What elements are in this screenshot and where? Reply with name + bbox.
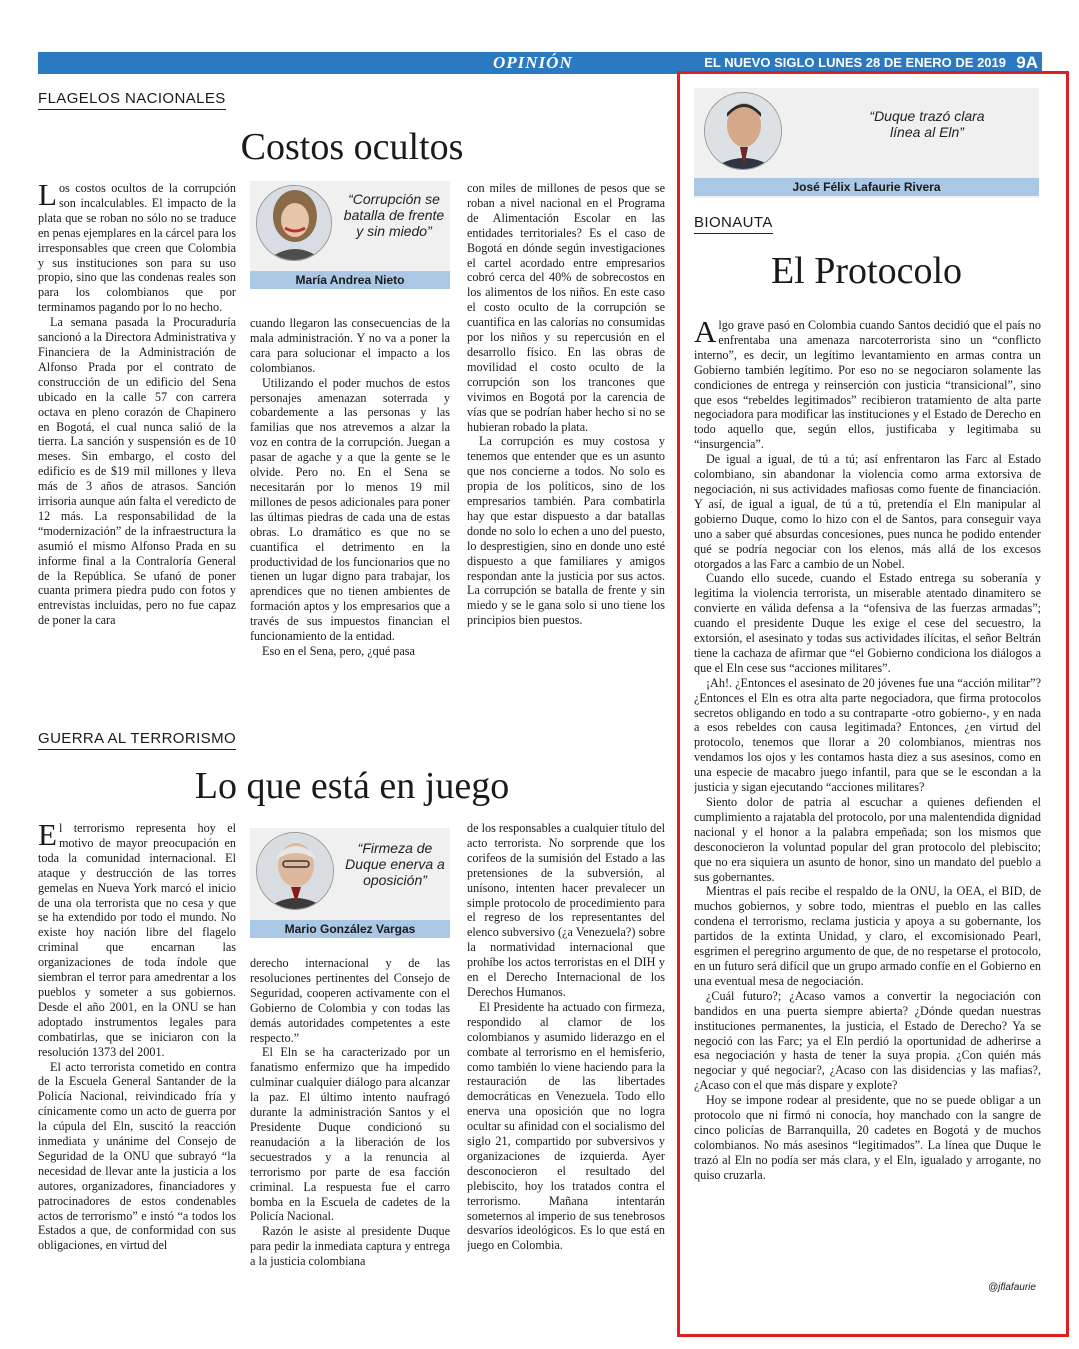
paragraph: ¿Cuál futuro?; ¿Acaso vamos a convertir la negociación con bandidos en una puerta siempre abierta? ¿Dónde quedan nuestras instituciones permanentes, la justicia, el Estado de Derecho? Ya se negoció con las Farc; ya el Eln perdió la oportunidad de adherirse a esa negociación y hasta de tener la suya propia. ¿Con quién más negociar y qué negociar?, ¿Acaso con las disidencias y las mafias?, ¿Acaso con el que más dispare y explote? bbox=[694, 988, 1041, 1093]
paragraph: Razón le asiste al presidente Duque para pedir la inmediata captura y entrega a la justicia colombiana bbox=[250, 1224, 450, 1269]
author-quote: “Firmeza de Duque enerva a oposición” bbox=[345, 840, 445, 888]
page-number: 9A bbox=[1016, 53, 1038, 72]
article1-column-2 bbox=[250, 316, 450, 686]
article1-title: Costos ocultos bbox=[240, 126, 464, 168]
author-byline: José Félix Lafaurie Rivera bbox=[694, 178, 1039, 196]
paragraph: De igual a igual, de tú a tú; así enfrentaron las Farc al Estado colombiano, sin abandonar la violencia como arma extorsiva de negociación, ni sus actividades mafiosas como fuente de financiación. Y así, de igual a igual, de tú a tú, pretendía el Eln manipular al gobierno Duque, como lo hizo con el de Santos, para conseguir vaya uno a saber qué absurdas concesiones, pues nunca he podido entender qué se podría negociar con los elenos, más allá de los excesos otorgados a las Farc a cambio de un Nobel. bbox=[694, 452, 1041, 571]
author-byline: María Andrea Nieto bbox=[250, 271, 450, 289]
drop-cap: E bbox=[38, 821, 57, 852]
author-quote: “Duque trazó clara línea al Eln” bbox=[869, 108, 985, 140]
paragraph: La semana pasada la Procuraduría sancionó a la Directora Administrativa y Financiera de la Administración de Alfonso Prada por el contrato de construcción de un edificio del Sena ubicado en la calle 57 con carrera octava en pleno corazón de Chapinero en Bogotá, el cual nunca salió de la tierra. La sanción y suspensión es de 10 meses. Sin embargo, el costo del edificio es de $19 mil millones y lleva más de 3 años de atrasos. Sanción irrisoria aunque aún falta el veredicto de 12 más. La responsabilidad de la “modernización” de la infraestructura la asumió el mismo Alfonso Prada en su informe final a la Contraloría General de la República. Se ufanó de poner cuanta primera piedra pudo con fotos y entrevistas incluidas, pero no fue capaz de poner la cara bbox=[38, 315, 236, 628]
paragraph: El Presidente ha actuado con firmeza, respondido al clamor de los colombianos y asumido liderazgo en el combate al terrorismo en el hemisferio, como también lo viene haciendo para la restauración de las libertades democráticas en Venezuela. Todo ello enerva una oposición que no logra ocultar su afinidad con el socialismo del siglo 21, compartido por subversivos y organizaciones de izquierda. Ayer desconocieron el resultado del plebiscito, hoy los tratados contra el terrorismo. Mañana intentarán someternos al imperio de sus tenebrosos desvaríos ideológicos. Es lo que está en juego en Colombia. bbox=[467, 999, 665, 1253]
paragraph: Cuando ello sucede, cuando el Estado entrega su soberanía y legitima la violencia terrorista, un miserable atentado dinamitero se convierte en válida defensa a la “ofensiva de las fuerzas armadas”; cuando el presidente Duque les exige el cese del secuestro, la extorsión, el asesinato y todas sus actividades ilícitas, el señor Beltrán tiene la cachaza de afirmar que “el Gobierno condiciona los diálogos a que el Eln cese sus “acciones militares”. bbox=[694, 571, 1041, 675]
paragraph: con miles de millones de pesos que se roban a nivel nacional en el Programa de Alimentación Escolar en las entidades territoriales? Es el caso de Bogotá en dónde según investigaciones el cartel acordado entre empresarios cobró cerca del 40% de sobrecostos en los alimentos de los niños. En este caso el costo oculto de la corrupción se cuantifica en las calorías no consumidas por los niños y su repercusión en el desarrollo físico. En las obras de movilidad el costo oculto de la corrupción son los trancones que vivimos en Bogotá por la carencia de vías que se podrían haber hecho si no se hubieran robado la plata. bbox=[467, 181, 665, 434]
paragraph: Mientras el país recibe el respaldo de la ONU, la OEA, el BID, de muchos gobiernos, y sobre todo, mientras el pueblo en las calles condena el terrorismo, reclama justicia y apoya a su gobernante, los partidos de la extinta Unidad, y claro, el excomisionado Pearl, esgrimen el peregrino argumento de que, de no respetarse el protocolo, en un futuro será difícil que un grupo armado confíe en el Gobierno en una eventual mesa de negociación. bbox=[694, 884, 1041, 988]
author-photo bbox=[256, 185, 332, 261]
article2-column-3 bbox=[467, 821, 665, 1299]
paragraph: El Eln se ha caracterizado por un fanatismo enfermizo que ha impedido culminar cualquier diálogo para alcanzar la paz. El último intento naufragó durante la administración Santos y el Presidente Duque condicionó su reanudación a la liberación de los secuestrados y a la renuncia al terrorismo por parte de esa facción criminal. La respuesta fue el carro bomba en la Escuela de cadetes de la Policía Nacional. bbox=[250, 1045, 450, 1224]
article1-kicker: FLAGELOS NACIONALES bbox=[38, 90, 226, 110]
paragraph: Siento dolor de patria al escuchar a quienes defienden el cumplimiento a rajatabla del protocolo, por una malentendida dignidad nacional y el honor a la palabra empeñada; son los mismos que desconocieron la voluntad popular del gran protocolo del plebiscito; que no era siquiera un asunto de honor, sino un mandato del pueblo a sus gobernantes. bbox=[694, 795, 1041, 884]
paragraph: de los responsables a cualquier título del acto terrorista. No sorprende que los corifeos de la sumisión del Estado a las pretensiones de la subversión, al unísono, intenten hacer prevalecer un simple protocolo de procedimiento para el regreso de los representantes del elenco subversivo (¿a Venezuela?) sobre la normatividad internacional que prohíbe los actos terroristas en el DIH y en el Derecho Internacional de los Derechos Humanos. bbox=[467, 821, 665, 999]
paragraph: El acto terrorista cometido en contra de la Escuela General Santander de la Policía Nacional, reivindicado fría y cínicamente como un acto de guerra por la cúpula del Eln, suscitó la reacción inmediata y unánime del Consejo de Seguridad de la ONU que subrayó “la necesidad de llevar ante la justicia a los autores, organizadores, financiadores y patrocinadores de estos condenables actos de terrorismo” e instó “a todos los Estados a que, de conformidad con sus obligaciones, en virtud del bbox=[38, 1059, 236, 1253]
article2-column-2 bbox=[250, 956, 450, 1299]
author-byline: Mario González Vargas bbox=[250, 920, 450, 938]
article2-column-1 bbox=[38, 821, 236, 1299]
article2-lead-paragraph: El terrorismo representa hoy el motivo de mayor preocupación en toda la comunidad internacional. El ataque y destrucción de las torres gemelas en Nueva York marcó el inicio de una ola terrorista que no cesa y que se ha extendido por todo el mundo. No existe hoy nación libre del flagelo criminal que encarnan las organizaciones de toda índole que siembran el terror para amedrentar a los pueblos y someter a sus gobiernos. Desde el año 2001, en la ONU se han adoptado instrumentos legales para combatirlas, que se iniciaron con la resolución 1373 del 2001. bbox=[38, 821, 236, 1059]
paragraph: derecho internacional y de las resoluciones pertinentes del Consejo de Seguridad, cooperen activamente con el Gobierno de Colombia y con todas las demás autoridades competentes a este respecto.” bbox=[250, 956, 450, 1045]
paragraph: Hoy se impone rodear al presidente, que no se puede obligar a un protocolo que ni firmó ni conocía, hoy manchado con la sangre de cinco policías de Barranquilla, 20 cadetes en Bogotá y de muchos colombianos. No más asesinos “legitimados”. La línea que Duque le trazó al Eln no podía ser más clara, y el Eln, igualado y arrogante, no quiso cruzarla. bbox=[694, 1093, 1041, 1182]
article1-column-1 bbox=[38, 181, 236, 686]
paragraph: Utilizando el poder muchos de estos personajes amenazan soterrada y cobardemente a las personas y las familias que nos atrevemos a alzar la voz en contra de la corrupción. Juegan a pasar de agache y a que la gente se le olvide. Pero no. En el Sena se necesitarán por lo menos 19 mil millones de pesos adicionales para poner las últimas piedras de cada una de estas obras. Lo dramático es que no se cuantifica el detrimento en la productividad de los funcionarios que no tienen un lugar digno para trabajar, los aprendices que no tienen ambientes de formación aptos y los empresarios que a través de sus impuestos financian el funcionamiento de la entidad. bbox=[250, 375, 450, 644]
author-photo bbox=[256, 832, 334, 910]
article2-kicker: GUERRA AL TERRORISMO bbox=[38, 730, 236, 750]
author-photo bbox=[704, 92, 782, 170]
drop-cap: A bbox=[694, 318, 717, 349]
article1-lead-paragraph: Los costos ocultos de la corrupción son incalculables. El impacto de la plata que se roban no sólo no se traduce en penas ejemplares en la cárcel para los irresponsables que creen que Colombia y sus instituciones son para su uso propio, sino que las condenas reales son para los colombianos que por terminamos pagando por lo no hecho. bbox=[38, 181, 236, 315]
article3-author-box bbox=[694, 88, 1039, 198]
article3-lead-paragraph: Algo grave pasó en Colombia cuando Santos decidió que el país no enfrentaba una amenaza narcoterrorista sino un “conflicto interno”, es decir, un legítimo levantamiento en armas contra un Gobierno también legítimo. Por eso no se negociaron solamente las condiciones de entrega y reinserción con justicia “transicional”, sino que esos “rebeldes legitimados” recibieron tratamiento de alta parte negociadora para modificar las instituciones y el Estado de Derecho en todo aquello que, según ellos, justificaba y legitimaba su “insurgencia”. bbox=[694, 318, 1041, 452]
author-social-handle: @jflafaurie bbox=[988, 1282, 1036, 1293]
article3-body bbox=[694, 318, 1041, 1278]
paragraph: cuando llegaron las consecuencias de la mala administración. Y no va a poner la cara para solucionar el impacto a los colombianos. bbox=[250, 316, 450, 375]
author-quote: “Corrupción se batalla de frente y sin miedo” bbox=[343, 191, 445, 239]
article2-author-box bbox=[250, 828, 450, 938]
paragraph: ¡Ah!. ¿Entonces el asesinato de 20 jóvenes fue una “acción militar”? ¿Entonces el Eln es otra alta parte negociadora, que firma protocolos secretos obligando en todo a su contraparte -otro gobierno-, y en nada a esos rebeldes con causa legitimada? Entonces, ¿en virtud del protocolo, tenemos que llorar a 20 colombianos, mientras nos vendamos los ojos y les contamos hasta diez a sus asesinos, como en una especie de macabro juego infantil, para que se le escondan a la justicia y sigan ejecutando “acciones militares? bbox=[694, 675, 1041, 795]
article1-author-box bbox=[250, 181, 450, 289]
paragraph: Eso en el Sena, pero, ¿qué pasa bbox=[262, 643, 415, 658]
paragraph: La corrupción es muy costosa y tenemos que entender que es un asunto que nos concierne a todos. No solo es propia de los políticos, sino de los empresarios también. Para combatirla hay que estar dispuesto a dar batallas donde no solo lo echen a uno del puesto, lo desprestigien, sino en donde uno esté dispuesto a que familiares y amigos respondan ante la justicia por sus actos. La corrupción se batalla de frente y sin miedo y se le gana solo si uno tiene los principios bien puestos. bbox=[467, 434, 665, 628]
issue-date: EL NUEVO SIGLO LUNES 28 DE ENERO DE 2019 bbox=[704, 55, 1006, 70]
article3-title: El Protocolo bbox=[770, 250, 963, 292]
article2-title: Lo que está en juego bbox=[194, 765, 510, 807]
section-name: OPINIÓN bbox=[493, 53, 573, 72]
drop-cap: L bbox=[38, 181, 57, 212]
article1-column-3 bbox=[467, 181, 665, 686]
article3-kicker: BIONAUTA bbox=[694, 214, 773, 234]
